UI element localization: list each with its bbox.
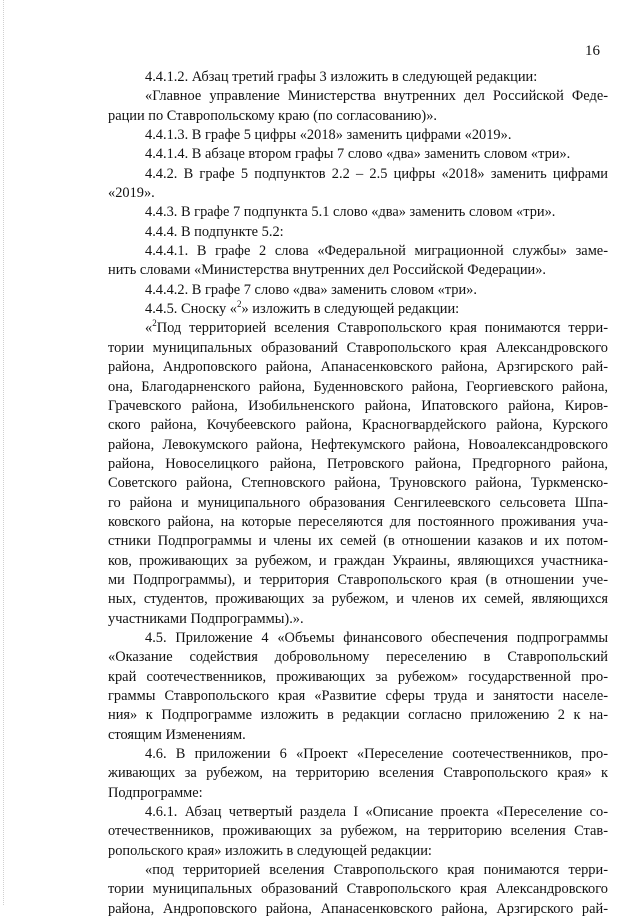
text-line-content: го района и муниципального образования Сенгилеевского сельсовета Шпа- [108, 494, 608, 511]
text-line [108, 861, 608, 880]
text-line-content: района, Новоселицкого района, Петровского района, Предгорного района, [108, 455, 608, 472]
text-line-content: стники Подпрограммы и члены их семей (в отношении казаков и их потом- [108, 533, 608, 550]
text-line-content: «2019». [108, 185, 155, 202]
text-line-content: граммы Ставропольского края «Развитие сферы труда и занятости населе- [108, 688, 608, 704]
text-line-content: живающих за рубежом, на территорию вселения Ставропольского края» к [108, 765, 608, 782]
text-line [108, 668, 608, 687]
text-line [108, 803, 608, 822]
text-line-content: « [145, 320, 153, 337]
text-line [108, 261, 608, 280]
text-line [108, 319, 608, 338]
text-line-content: ных, студентов, проживающих за рубежом, и членов их семей, являющихся [108, 591, 608, 608]
document-body [108, 68, 608, 919]
text-line [108, 474, 608, 493]
text-line [108, 68, 608, 87]
text-line-content: ми Подпрограммы), и территория Ставропольского края (в отношении уче- [108, 571, 608, 588]
text-line [108, 242, 608, 261]
text-line-content: она, Благодарненского района, Буденновского района, Георгиевского района, [108, 378, 608, 395]
text-line [108, 726, 608, 745]
text-line-content: 4.4.1.4. В абзаце втором графы 7 слово «два» заменить словом «три». [145, 146, 571, 163]
text-line [108, 300, 608, 319]
text-line [108, 145, 608, 164]
text-line [108, 552, 608, 571]
text-line-content: «Главное управление Министерства внутренних дел Российской Феде- [145, 88, 608, 105]
footnote-marker: 2 [237, 300, 242, 310]
text-line [108, 416, 608, 435]
text-line [108, 880, 608, 899]
text-line-content: Под территорией вселения Ставропольского края понимаются терри- [156, 320, 608, 337]
text-line [108, 87, 608, 106]
text-line [108, 590, 608, 609]
text-line-content: «Оказание содействия добровольному переселению в Ставропольский [108, 649, 608, 666]
text-line-content: нить словами «Министерства внутренних дел Российской Федерации». [108, 262, 547, 279]
text-line-content: 4.4.1.3. В графе 5 цифры «2018» заменить цифрами «2019». [145, 127, 512, 144]
page-number: 16 [585, 43, 600, 59]
text-line-content: рации по Ставропольскому краю (по согласованию)». [108, 107, 437, 124]
footnote-marker: 2 [152, 319, 157, 329]
text-line [108, 648, 608, 667]
text-line [108, 107, 608, 126]
text-line-content: тории муниципальных образований Ставропольского края Александровского [108, 881, 608, 898]
text-line-content: района, Андроповского района, Апанасенковского района, Арзгирского рай- [108, 359, 608, 376]
text-line-content: ния» к Подпрограмме изложить в редакции согласно приложению 2 к на- [108, 707, 608, 724]
text-line-content: стоящим Изменениям. [108, 726, 246, 743]
text-line [108, 822, 608, 841]
text-line [108, 900, 608, 919]
text-line-content: 4.4.5. Сноску « [145, 301, 237, 318]
text-line-content: » изложить в следующей редакции: [241, 301, 460, 318]
text-line-content: 4.4.4. В подпункте 5.2: [145, 223, 284, 240]
text-line-content: 4.4.2. В графе 5 подпунктов 2.2 – 2.5 цифры «2018» заменить цифрами [145, 165, 608, 182]
text-line [108, 203, 608, 222]
text-line [108, 184, 608, 203]
text-line [108, 126, 608, 145]
text-line [108, 436, 608, 455]
text-line [108, 629, 608, 648]
text-line-content: 4.5. Приложение 4 «Объемы финансового обеспечения подпрограммы [145, 629, 608, 646]
text-line-content: 4.4.1.2. Абзац третий графы 3 изложить в следующей редакции: [145, 69, 538, 85]
text-line [108, 532, 608, 551]
text-line-content: отечественников, проживающих за рубежом, на территорию вселения Став- [108, 823, 608, 840]
text-line-content: ропольского края» изложить в следующей редакции: [108, 842, 432, 859]
text-line [108, 339, 608, 358]
text-line [108, 281, 608, 300]
text-line [108, 513, 608, 532]
text-line-content: Подпрограмме: [108, 784, 203, 801]
text-line [108, 745, 608, 764]
text-line [108, 610, 608, 629]
text-line [108, 397, 608, 416]
text-line [108, 223, 608, 242]
text-line [108, 687, 608, 706]
text-line-content: района, Левокумского района, Нефтекумского района, Новоалександровского [108, 436, 608, 453]
text-line [108, 764, 608, 783]
text-line-content: района, Андроповского района, Апанасенковского района, Арзгирского рай- [108, 900, 608, 917]
text-line-content: ков, проживающих за рубежом, и граждан Украины, являющихся участника- [108, 552, 608, 569]
text-line [108, 706, 608, 725]
text-line-content: участниками Подпрограммы).». [108, 610, 304, 627]
scan-edge-marks [3, 0, 5, 905]
text-line [108, 784, 608, 803]
text-line [108, 842, 608, 861]
text-line-content: Грачевского района, Изобильненского района, Ипатовского района, Киров- [108, 397, 608, 414]
text-line-content: 4.4.3. В графе 7 подпункта 5.1 слово «два» заменить словом «три». [145, 204, 556, 221]
text-line-content: «под территорией вселения Ставропольского края понимаются терри- [145, 862, 608, 879]
text-line-content: ковского района, на которые переселяются для постоянного проживания уча- [108, 513, 608, 530]
text-line-content: 4.6. В приложении 6 «Проект «Переселение соотечественников, про- [145, 746, 608, 763]
text-line [108, 455, 608, 474]
text-line-content: тории муниципальных образований Ставропольского края Александровского [108, 339, 608, 356]
text-line [108, 358, 608, 377]
text-line [108, 571, 608, 590]
text-line-content: ского района, Кочубеевского района, Красногвардейского района, Курского [108, 417, 608, 434]
text-line-content: Советского района, Степновского района, Труновского района, Туркменско- [108, 475, 608, 492]
text-line [108, 165, 608, 184]
text-line-content: край соотечественников, проживающих за рубежом» государственной про- [108, 668, 608, 685]
text-line-content: 4.4.4.2. В графе 7 слово «два» заменить словом «три». [145, 281, 477, 298]
text-line [108, 378, 608, 397]
text-line [108, 494, 608, 513]
text-line-content: 4.4.4.1. В графе 2 слова «Федеральной миграционной службы» заме- [145, 243, 608, 260]
text-line-content: 4.6.1. Абзац четвертый раздела I «Описание проекта «Переселение со- [145, 804, 608, 821]
